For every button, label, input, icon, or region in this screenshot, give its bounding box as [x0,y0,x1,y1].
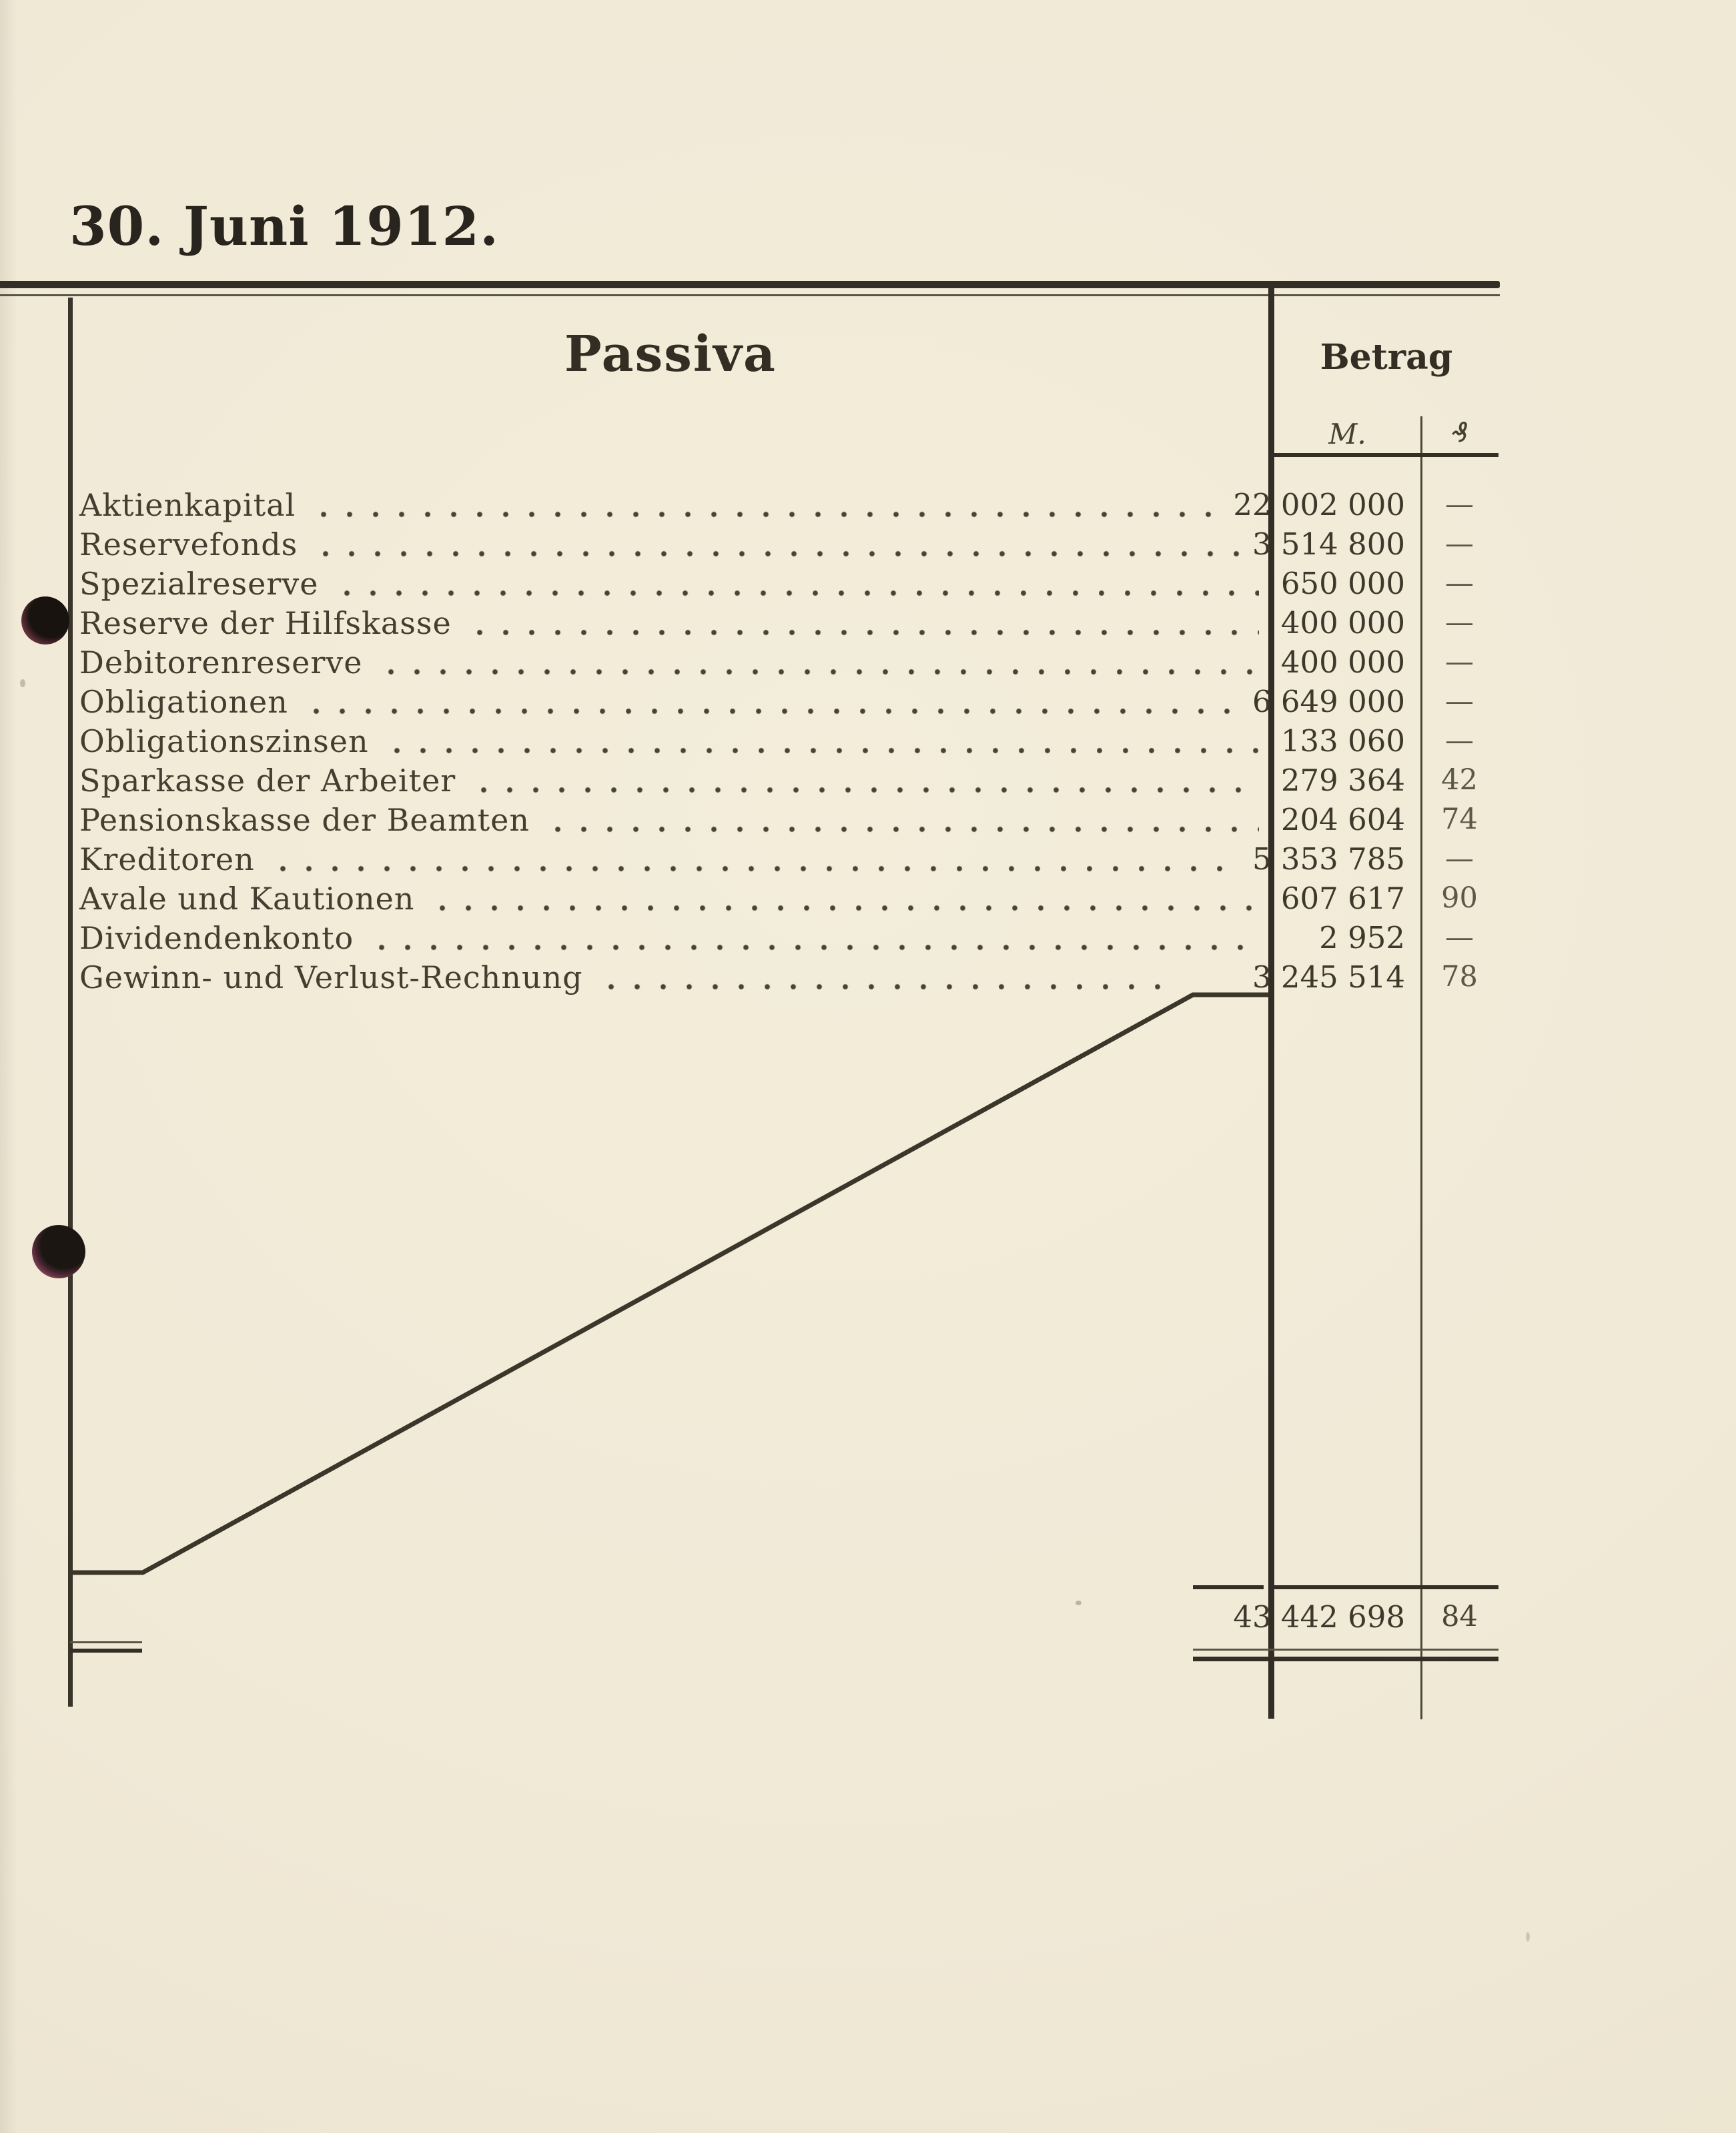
paper-speck [1526,1932,1530,1942]
row-amount-mark: 3 514 800 [1252,526,1405,562]
table-row [70,600,1498,639]
page-title: 30. Juni 1912. [69,195,499,258]
row-amount-pfennig: 78 [1441,959,1478,993]
row-label: Gewinn- und Verlust-Rechnung [79,959,583,995]
table-row [70,954,1498,993]
bottom-left-rule-thick [70,1649,142,1653]
row-amount-mark: 279 364 [1280,762,1405,798]
table-row [70,560,1498,600]
row-amount-mark: 3 245 514 [1252,959,1405,995]
row-amount-pfennig: — [1445,526,1474,560]
paper-speck [1075,1601,1081,1605]
row-amount-pfennig: — [1445,566,1474,600]
total-rule-bottom-thin [1193,1649,1498,1651]
table-row [70,757,1498,797]
total-amount-mark: 43 442 698 [1233,1599,1405,1635]
subcolumn-header-mark: M. [1328,418,1366,450]
dot-leader [394,727,1259,757]
row-amount-mark: 2 952 [1319,919,1405,955]
table-row [70,797,1498,836]
row-amount-mark: 22 002 000 [1233,486,1405,522]
row-label: Obligationszinsen [79,723,369,759]
table-row [70,639,1498,679]
row-amount-pfennig: — [1445,841,1474,875]
total-row [70,1596,1498,1633]
dot-leader [379,923,1259,954]
row-label: Spezialreserve [79,565,319,602]
row-amount-pfennig: — [1445,605,1474,639]
row-amount-mark: 6 649 000 [1252,683,1405,719]
total-rule-top-left [1193,1585,1264,1589]
row-amount-pfennig: — [1445,723,1474,757]
row-amount-mark: 133 060 [1280,723,1405,759]
dot-leader [555,805,1259,836]
row-amount-pfennig: — [1445,684,1474,718]
row-label: Kreditoren [79,841,255,877]
total-rule-top-right [1274,1585,1498,1589]
row-label: Dividendenkonto [79,919,354,956]
dot-leader [481,766,1259,797]
paper-speck [20,679,25,687]
row-amount-mark: 650 000 [1280,565,1405,601]
dot-leader [477,608,1259,639]
row-amount-pfennig: 42 [1441,763,1478,797]
row-label: Pensionskasse der Beamten [79,801,530,838]
row-amount-mark: 5 353 785 [1252,841,1405,877]
table-row [70,679,1498,718]
row-amount-mark: 400 000 [1280,604,1405,641]
total-amount-pfennig: 84 [1441,1599,1478,1633]
dot-leader [440,884,1259,915]
table-row [70,915,1498,954]
dot-leader [608,963,1164,993]
dot-leader [280,845,1240,875]
row-amount-pfennig: — [1445,487,1474,521]
row-label: Reservefonds [79,526,298,562]
column-header-betrag: Betrag [1320,337,1453,378]
row-amount-mark: 204 604 [1280,801,1405,837]
table-rows [70,482,1498,993]
row-amount-pfennig: — [1445,645,1474,679]
dot-leader [344,569,1259,600]
total-rule-bottom-thick [1193,1657,1498,1661]
row-amount-mark: 400 000 [1280,644,1405,680]
row-amount-pfennig: 74 [1441,802,1478,836]
table-row [70,836,1498,875]
row-label: Sparkasse der Arbeiter [79,762,456,799]
row-label: Reserve der Hilfskasse [79,604,452,641]
header-underline [1274,453,1498,457]
row-label: Aktienkapital [79,486,296,523]
bottom-left-rule-thin [70,1641,142,1643]
row-label: Debitorenreserve [79,644,363,681]
row-amount-pfennig: 90 [1441,881,1478,915]
binding-hole-bottom [32,1225,85,1278]
table-row [70,875,1498,915]
dot-leader [314,687,1240,718]
row-amount-mark: 607 617 [1280,880,1405,916]
table-row [70,718,1498,757]
row-label: Obligationen [79,683,288,720]
table-row [70,521,1498,560]
top-rule-thick [0,281,1500,288]
top-rule-thin [0,294,1500,296]
row-amount-pfennig: — [1445,920,1474,954]
dot-leader [323,530,1240,560]
table-row [70,482,1498,521]
binding-hole-top [21,596,69,645]
dot-leader [321,490,1221,521]
column-header-passiva: Passiva [564,326,777,383]
subcolumn-header-pfennig: ₰ [1451,418,1469,448]
dot-leader [388,648,1259,679]
row-label: Avale und Kautionen [79,880,415,917]
